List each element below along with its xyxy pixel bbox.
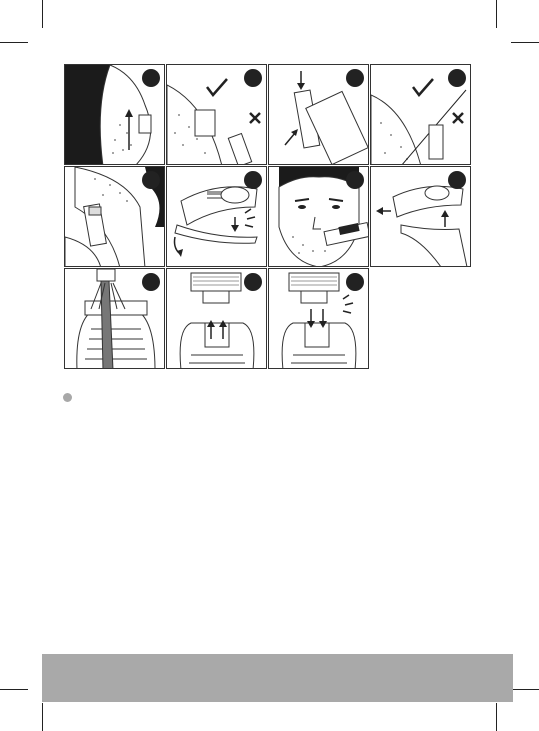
step-7-panel bbox=[268, 166, 369, 267]
crop-mark bbox=[42, 0, 43, 28]
step-6-panel bbox=[166, 166, 267, 267]
step-5-panel bbox=[64, 166, 165, 267]
step-number-badge bbox=[142, 171, 160, 189]
step-number-badge bbox=[142, 273, 160, 291]
bullet-dot bbox=[63, 393, 72, 402]
instruction-illustration-grid bbox=[64, 64, 472, 370]
crop-mark bbox=[511, 42, 539, 43]
step-number-badge bbox=[448, 171, 466, 189]
step-10-panel bbox=[166, 268, 267, 369]
footer-bar bbox=[42, 654, 513, 702]
step-4-panel bbox=[370, 64, 471, 165]
crop-mark bbox=[0, 689, 28, 690]
crop-mark bbox=[496, 703, 497, 731]
step-number-badge bbox=[244, 273, 262, 291]
step-1-panel bbox=[64, 64, 165, 165]
step-9-panel bbox=[64, 268, 165, 369]
step-2-panel bbox=[166, 64, 267, 165]
step-number-badge bbox=[346, 273, 364, 291]
step-number-badge bbox=[346, 69, 364, 87]
crop-mark bbox=[0, 42, 28, 43]
step-number-badge bbox=[346, 171, 364, 189]
step-11-panel bbox=[268, 268, 369, 369]
step-number-badge bbox=[448, 69, 466, 87]
step-number-badge bbox=[142, 69, 160, 87]
crop-mark bbox=[511, 689, 539, 690]
step-8-panel bbox=[370, 166, 471, 267]
step-number-badge bbox=[244, 171, 262, 189]
step-3-panel bbox=[268, 64, 369, 165]
crop-mark bbox=[496, 0, 497, 28]
crop-mark bbox=[42, 703, 43, 731]
step-number-badge bbox=[244, 69, 262, 87]
